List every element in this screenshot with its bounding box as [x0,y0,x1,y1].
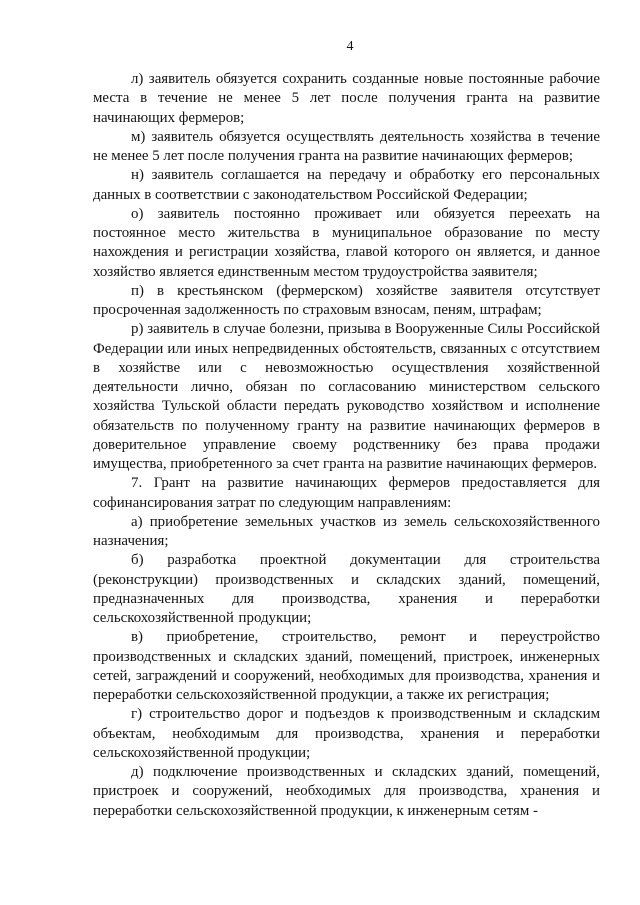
paragraph-g: г) строительство дорог и подъездов к производственным и складским объектам, необходимым для производства, хранения и переработки сельскохозяйственной продукции; [93,706,600,761]
paragraph-a: а) приобретение земельных участков из земель сельскохозяйственного назначения; [93,513,600,549]
document-body [93,70,600,821]
paragraph-7: 7. Грант на развитие начинающих фермеров предоставляется для софинансирования затрат по следующим направлениям: [93,475,600,511]
paragraph-p: п) в крестьянском (фермерском) хозяйстве заявителя отсутствует просроченная задолженность по страховым взносам, пеням, штрафам; [93,282,600,318]
paragraph-l: л) заявитель обязуется сохранить созданные новые постоянные рабочие места в течение не менее 5 лет после получения гранта на развитие начинающих фермеров; [93,71,600,126]
paragraph-o: о) заявитель постоянно проживает или обязуется переехать на постоянное место жительства в муниципальное образование по месту нахождения и регистрации хозяйства, главой которого он является, и данное хозяйство является единственным местом трудоустройства заявителя; [93,205,600,280]
paragraph-n: н) заявитель соглашается на передачу и обработку его персональных данных в соответствии с законодательством Российской Федерации; [93,167,600,203]
paragraph-m: м) заявитель обязуется осуществлять деятельность хозяйства в течение не менее 5 лет после получения гранта на развитие начинающих фермеров; [93,128,600,164]
page-number: 4 [346,39,354,54]
paragraph-r: р) заявитель в случае болезни, призыва в Вооруженные Силы Российской Федерации или иных непредвиденных обстоятельств, связанных с отсутствием в хозяйстве или с невозможностью осуществления хозяйственной деятельности лично, обязан по согласованию министерством сельского хозяйства Тульской области передать руководство хозяйством и исполнение обязательств по полученному гранту на развитие начинающих фермеров в доверительное управление своему родственнику без права продажи имущества, приобретенного за счет гранта на развитие начинающих фермеров. [93,321,600,472]
paragraph-d: д) подключение производственных и складских зданий, помещений, пристроек и сооружений, необходимых для производства, хранения и переработки сельскохозяйственной продукции, к инженерным сетям - [93,764,600,819]
paragraph-v: в) приобретение, строительство, ремонт и переустройство производственных и складских зданий, помещений, пристроек, инженерных сетей, заграждений и сооружений, необходимых для производства, хранения и переработки сельскохозяйственной продукции, а также их регистрация; [93,629,600,703]
paragraph-b: б) разработка проектной документации для строительства (реконструкции) производственных и складских зданий, помещений, предназначенных для производства, хранения и переработки сельскохозяйственной продукции; [93,552,600,626]
